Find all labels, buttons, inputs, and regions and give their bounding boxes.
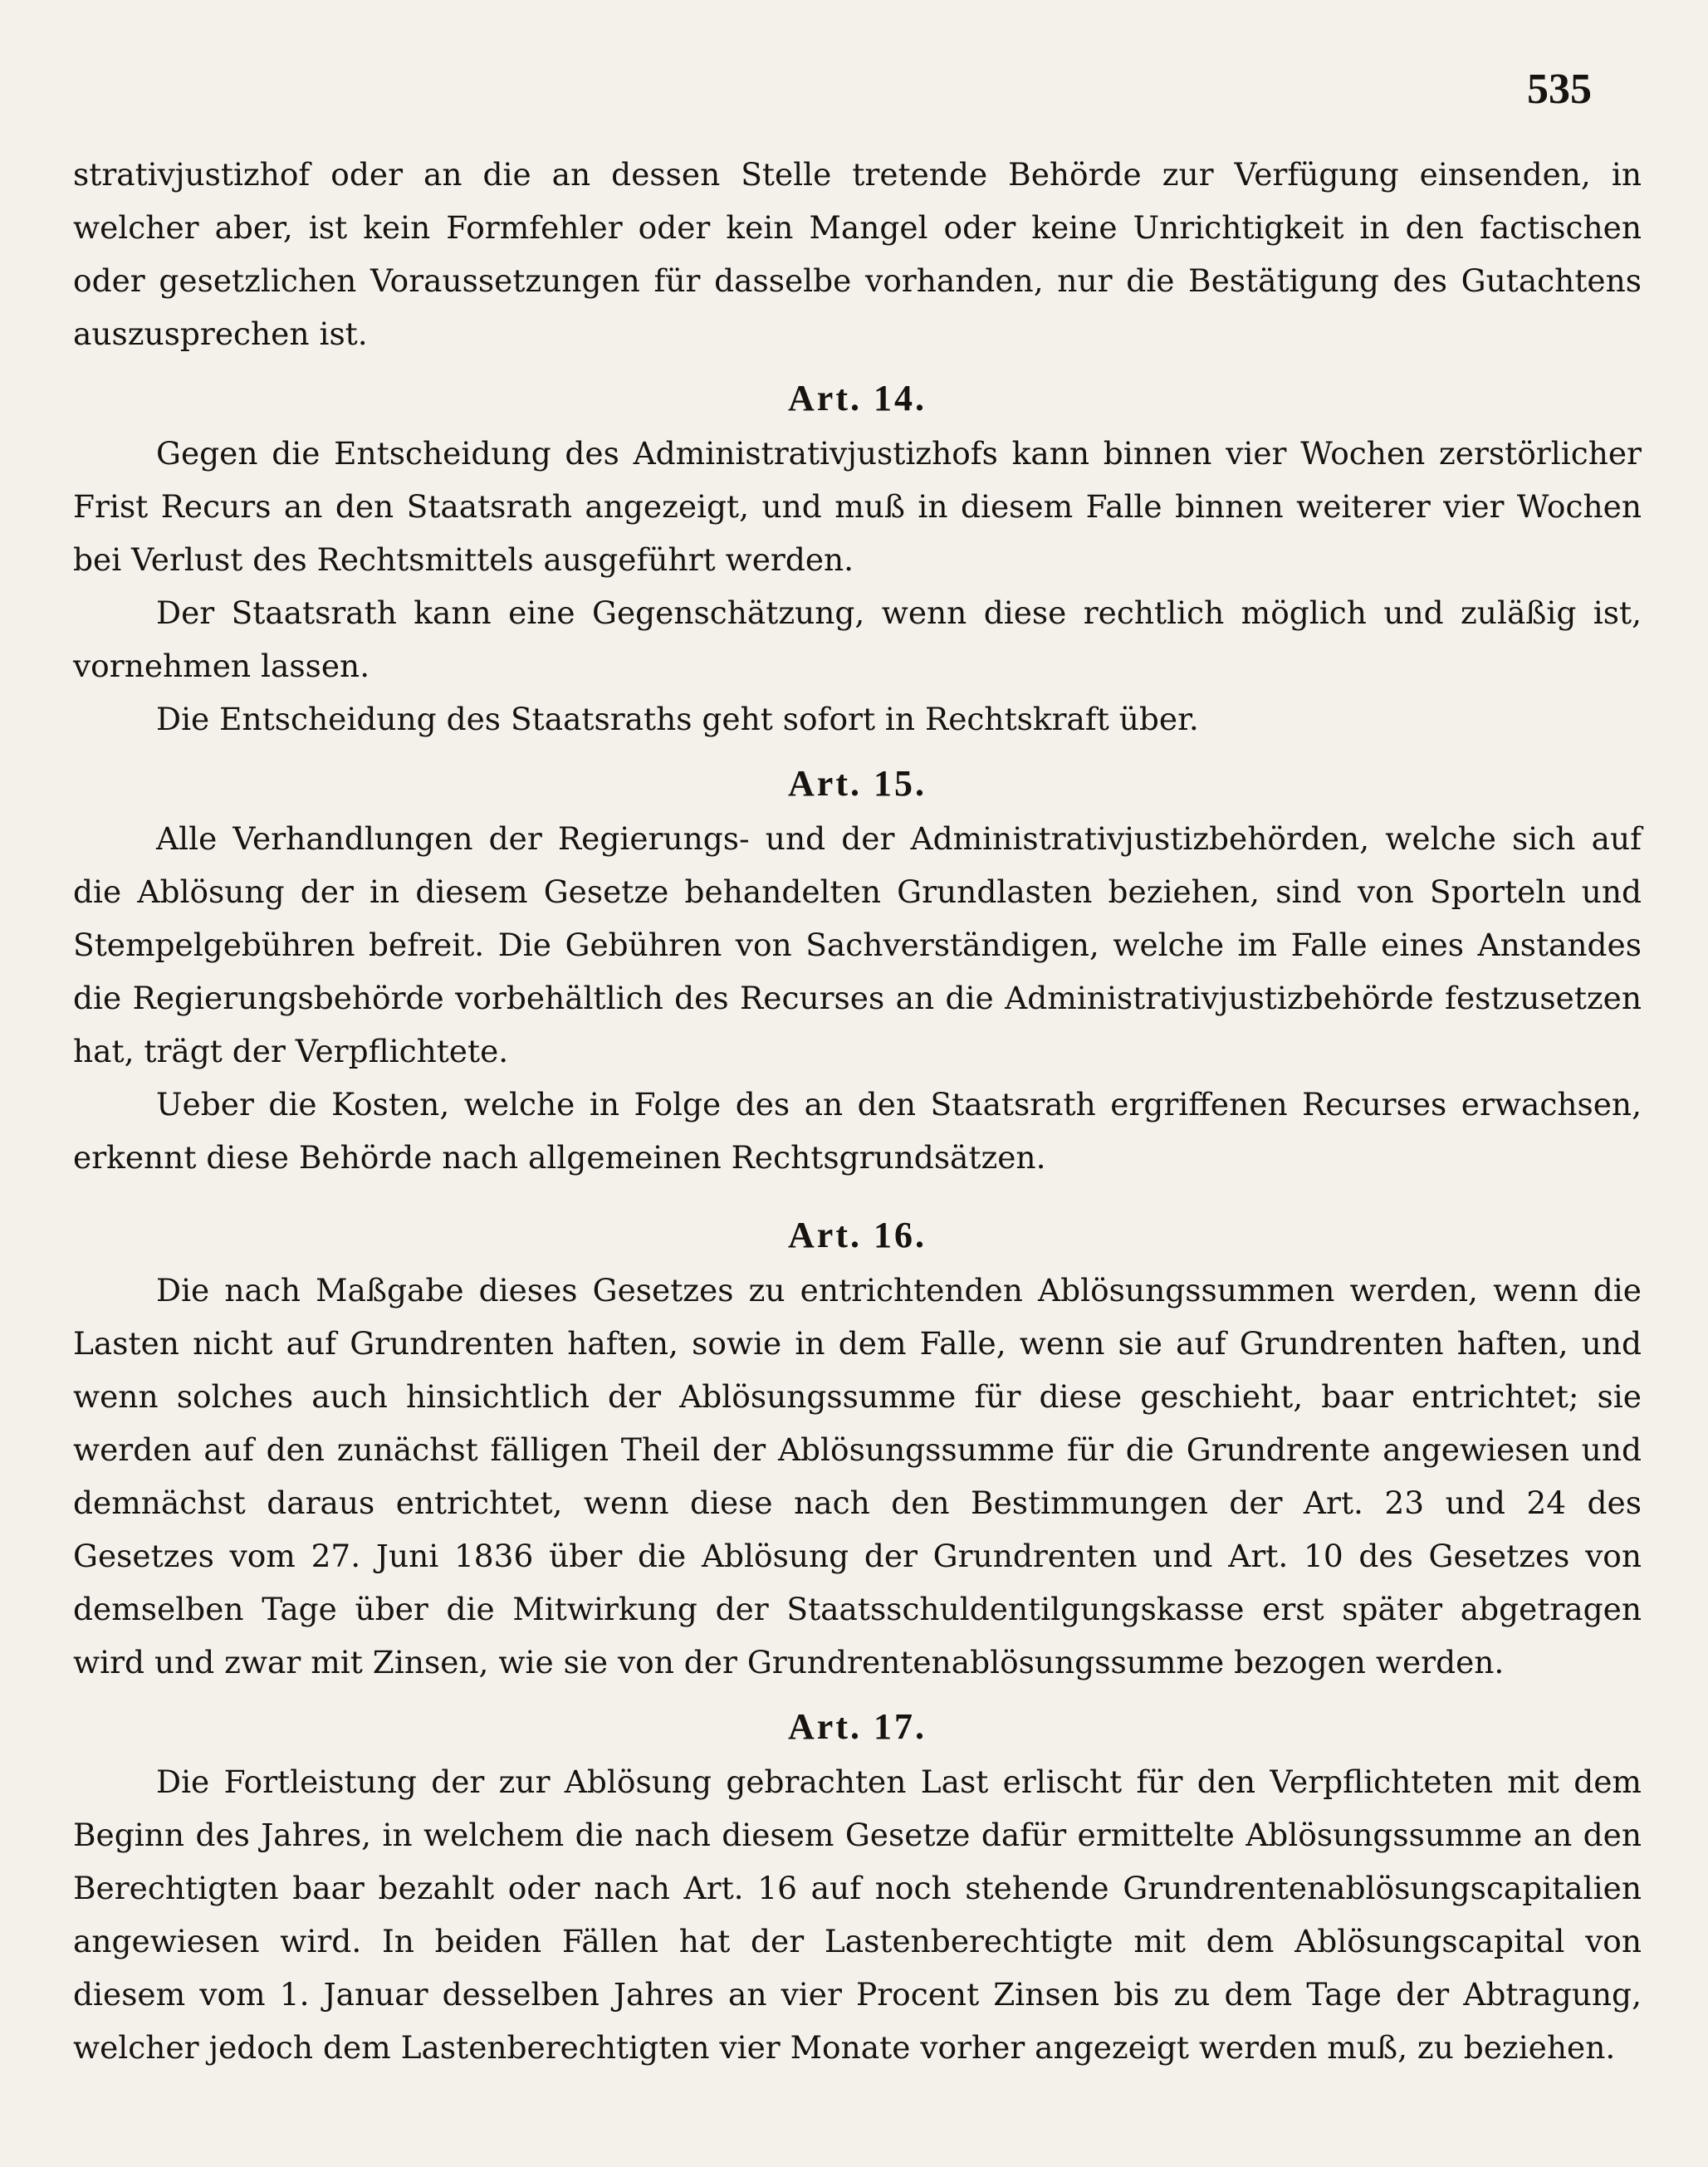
- article-17-heading: Art. 17.: [788, 1706, 927, 1747]
- article-14-heading: Art. 14.: [788, 378, 927, 418]
- page-number: 535: [1527, 66, 1592, 113]
- article-16-heading: Art. 16.: [788, 1215, 927, 1255]
- article-15-paragraph-2: Ueber die Kosten, welche in Folge des an den Staatsrath ergriffenen Recurses erwachsen, erkennt diese Behörde nach allgemeinen Rechtsgrundsätzen.: [73, 1086, 1642, 1176]
- intro-paragraph: strativjustizhof oder an die an dessen Stelle tretende Behörde zur Verfügung einsenden, in welcher aber, ist kein Formfehler oder kein Mangel oder keine Unrichtigkeit in den factischen oder gesetzlichen Voraussetzungen für dasselbe vorhanden, nur die Bestätigung des Gutachtens auszusprechen ist.: [73, 156, 1642, 352]
- article-14-paragraph-2: Der Staatsrath kann eine Gegenschätzung, wenn diese rechtlich möglich und zuläßig ist, vornehmen lassen.: [73, 594, 1642, 684]
- article-15-heading: Art. 15.: [788, 763, 927, 804]
- spacer: [73, 1184, 1642, 1197]
- article-14-paragraph-3: Die Entscheidung des Staatsraths geht sofort in Rechtskraft über.: [156, 701, 1199, 737]
- article-16-paragraph-1: Die nach Maßgabe dieses Gesetzes zu entrichtenden Ablösungssummen werden, wenn die Lasten nicht auf Grundrenten haften, sowie in dem Falle, wenn sie auf Grundrenten haften, und wenn solches auch hinsichtlich der Ablösungssumme für diese geschieht, baar entrichtet; sie werden auf den zunächst fälligen Theil der Ablösungssumme für die Grundrente angewiesen und demnächst daraus entrichtet, wenn diese nach den Bestimmungen der Art. 23 und 24 des Gesetzes vom 27. Juni 1836 über die Ablösung der Grundrenten und Art. 10 des Gesetzes von demselben Tage über die Mitwirkung der Staatsschuldentilgungskasse erst später abgetragen wird und zwar mit Zinsen, wie sie von der Grundrentenablösungssumme bezogen werden.: [73, 1272, 1642, 1680]
- article-14-paragraph-1: Gegen die Entscheidung des Administrativjustizhofs kann binnen vier Wochen zerstörlicher Frist Recurs an den Staatsrath angezeigt, und muß in diesem Falle binnen weiterer vier Wochen bei Verlust des Rechtsmittels ausgeführt werden.: [73, 435, 1642, 578]
- article-15-paragraph-1: Alle Verhandlungen der Regierungs- und der Administrativjustizbehörden, welche sich auf die Ablösung der in diesem Gesetze behandelten Grundlasten beziehen, sind von Sporteln und Stempelgebühren befreit. Die Gebühren von Sachverständigen, welche im Falle eines Anstandes die Regierungsbehörde vorbehältlich des Recurses an die Administrativjustizbehörde festzusetzen hat, trägt der Verpflichtete.: [73, 820, 1642, 1069]
- article-17-paragraph-1: Die Fortleistung der zur Ablösung gebrachten Last erlischt für den Verpflichteten mit dem Beginn des Jahres, in welchem die nach diesem Gesetze dafür ermittelte Ablösungssumme an den Berechtigten baar bezahlt oder nach Art. 16 auf noch stehende Grundrentenablösungscapitalien angewiesen wird. In beiden Fällen hat der Lastenberechtigte mit dem Ablösungscapital von diesem vom 1. Januar desselben Jahres an vier Procent Zinsen bis zu dem Tage der Abtragung, welcher jedoch dem Lastenberechtigten vier Monate vorher angezeigt werden muß, zu beziehen.: [73, 1763, 1642, 2066]
- body-text: [73, 148, 1642, 2074]
